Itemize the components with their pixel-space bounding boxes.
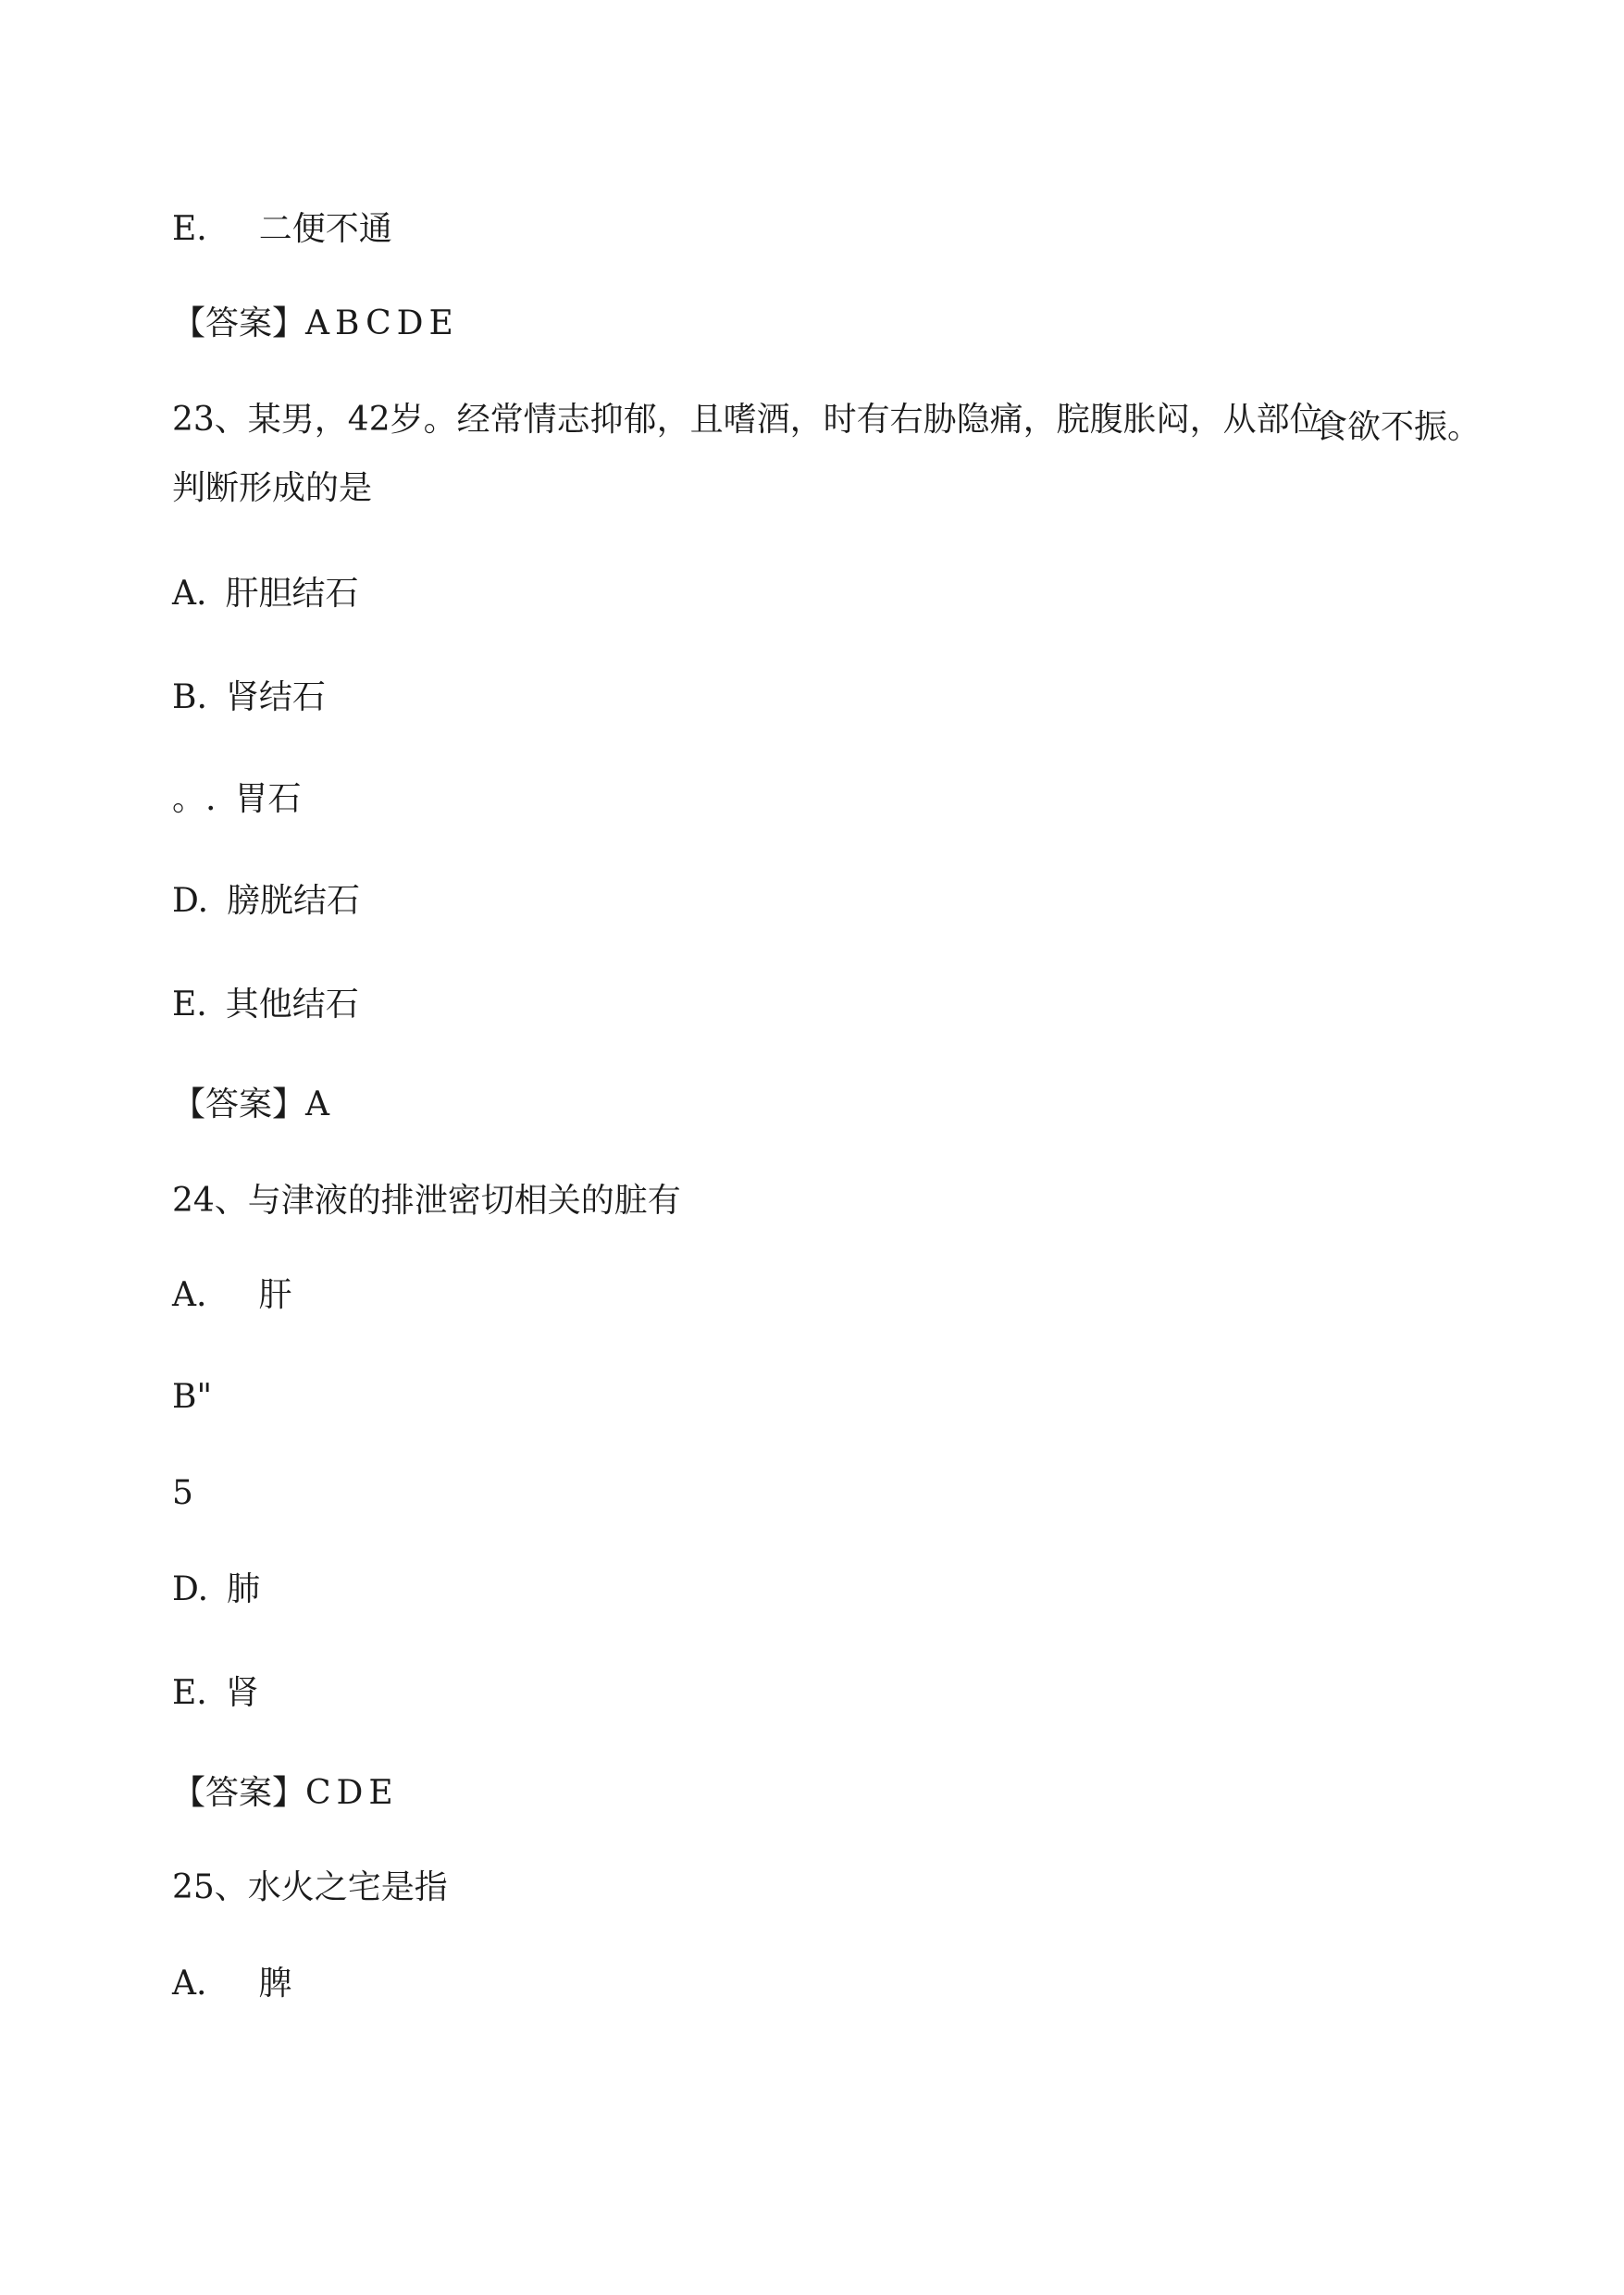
q23-option-b xyxy=(172,677,326,718)
option-text: 二便不通 xyxy=(258,210,392,248)
q23-stem-line2: 判断形成的是 xyxy=(172,469,373,507)
answer-bracket: 【答案】 xyxy=(172,1085,306,1123)
option-label: A. xyxy=(172,1276,207,1314)
option-text: 胃石 xyxy=(234,780,302,818)
option-label: A. xyxy=(172,575,207,613)
option-label: 。. xyxy=(172,780,217,818)
option-text: 肝胆结石 xyxy=(225,575,359,613)
q23-option-e xyxy=(172,985,359,1025)
q24-answer xyxy=(172,1773,399,1814)
answer-value: A xyxy=(305,1085,336,1123)
q23-stem-line1: 23、某男，42岁。经常情志抑郁，且嗜酒，时有右胁隐痛，脘腹胀闷，从部位 xyxy=(172,401,1323,439)
q24-option-e xyxy=(172,1673,259,1714)
option-label: E. xyxy=(172,1674,207,1712)
q25-stem: 25、水火之宅是指 xyxy=(172,1868,448,1906)
q22-answer xyxy=(172,304,459,344)
option-text: 肺 xyxy=(227,1570,261,1608)
option-label: D. xyxy=(172,882,209,920)
answer-bracket: 【答案】 xyxy=(172,1774,306,1812)
q24-stray-text-2: 5 xyxy=(172,1474,193,1512)
q23-option-a xyxy=(172,574,358,614)
q23-answer xyxy=(172,1085,335,1125)
option-label: A. xyxy=(172,1965,207,2003)
option-text: 其他结石 xyxy=(225,986,359,1023)
answer-value: ABCDE xyxy=(305,304,459,342)
option-label: E. xyxy=(172,210,207,248)
option-text: 肾结石 xyxy=(225,678,326,716)
q24-option-d xyxy=(172,1569,260,1610)
answer-value: CDE xyxy=(305,1774,399,1812)
option-label: E. xyxy=(172,986,207,1023)
q24-option-a xyxy=(172,1275,291,1316)
option-label: D. xyxy=(172,1570,209,1608)
option-text: 脾 xyxy=(258,1965,292,2003)
option-text: 膀胱结石 xyxy=(227,882,361,920)
option-text: 肾 xyxy=(225,1674,259,1712)
option-text: 肝 xyxy=(258,1276,292,1314)
q24-stem: 24、与津液的排泄密切相关的脏有 xyxy=(172,1182,681,1220)
option-label: B. xyxy=(172,678,207,716)
q23-option-d xyxy=(172,881,360,922)
q24-stray-text-1: B" xyxy=(172,1378,213,1416)
q23-option-c xyxy=(172,779,301,820)
answer-bracket: 【答案】 xyxy=(172,304,306,342)
q22-option-e xyxy=(172,209,392,250)
q25-option-a xyxy=(172,1964,291,2004)
q23-stem-float: 食欲不振。 xyxy=(1314,408,1481,446)
